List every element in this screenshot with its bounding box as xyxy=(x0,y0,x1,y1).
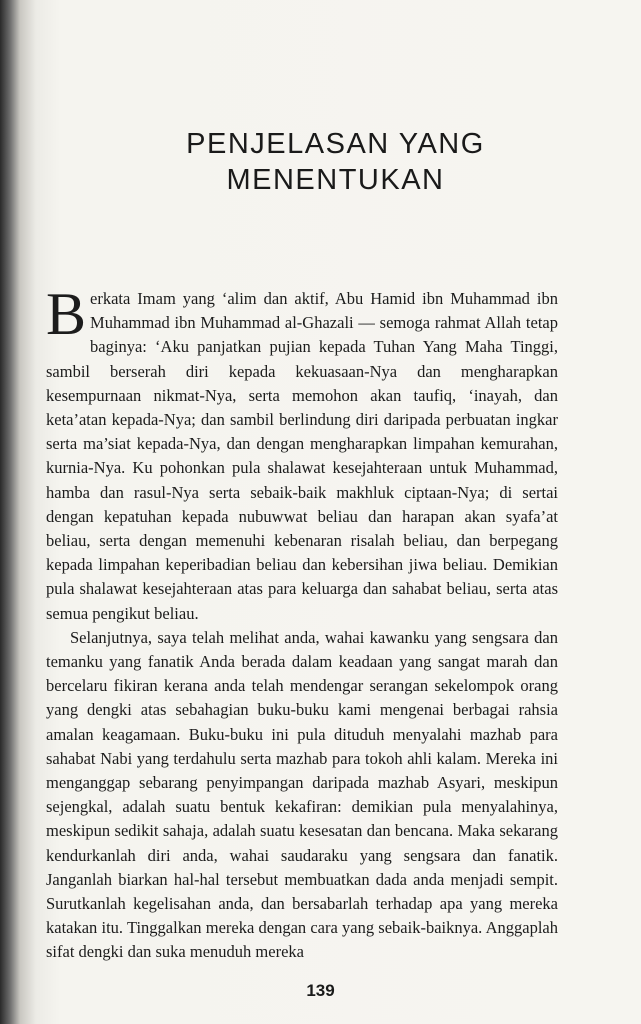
chapter-title xyxy=(60,126,611,198)
body-text xyxy=(46,281,558,965)
page-number: 139 xyxy=(306,981,335,1000)
chapter-title-line-1: PENJELASAN YANG xyxy=(186,128,485,160)
paragraph-1-text: erkata Imam yang ‘alim dan aktif, Abu Hamid ibn Muhammad ibn Muhammad ibn Muhammad al-Ghazali — semoga rahmat Allah tetap baginya: ‘Aku panjatkan pujian kepada Tuhan Yang Maha Tinggi, sambil berserah diri kepada kekuasaan-Nya dan mengharapkan kesempurnaan nikmat-Nya, serta memohon akan taufiq, ‘inayah, dan keta’atan kepada-Nya; dan sambil berlindung diri daripada perbuatan ingkar serta ma’siat kepada-Nya, dan dengan mengharapkan limpahan kemurahan, kurnia-Nya. Ku pohonkan pula shalawat kesejahteraan untuk Muhammad, hamba dan rasul-Nya serta sebaik-baik makhluk ciptaan-Nya; di sertai dengan kepatuhan kepada nubuwwat beliau dan harapan akan syafa’at beliau, serta dengan memenuhi kebenaran risalah beliau, dan berpegang kepada limpahan keperibadian beliau dan kebersihan jiwa beliau. Demikian pula shalawat kesejahteraan atas para keluarga dan sahabat beliau, serta atas semua pengikut beliau. xyxy=(46,289,558,623)
drop-cap: B xyxy=(46,281,87,347)
show-through-text xyxy=(360,50,620,110)
paragraph-2: Selanjutnya, saya telah melihat anda, wahai kawanku yang sengsara dan temanku yang fanatik Anda berada dalam keadaan yang sangat marah dan bercelaru fikiran kerana anda telah mendengar serangan sekelompok orang yang dengki atas sebahagian buku-buku kami mengenai berbagai rahsia amalan keagamaan. Buku-buku ini pula dituduh menyalahi mazhab para sahabat Nabi yang terdahulu serta mazhab para tokoh ahli kalam. Mereka ini menganggap sebarang penyimpangan daripada mazhab Asyari, meskipun sejengkal, adalah suatu bentuk kekafiran: demikian pula menyalahinya, meskipun sedikit sahaja, adalah suatu kesesatan dan bencana. Maka sekarang kendurkanlah diri anda, wahai saudaraku yang sengsara dan fanatik. Janganlah biarkan hal-hal tersebut membuatkan dada anda menjadi sempit. Surutkanlah kegelisahan anda, dan bersabarlah terhadap apa yang mereka katakan itu. Tinggalkan mereka dengan cara yang sebaik-baiknya. Anggaplah sifat dengki dan suka menuduh mereka xyxy=(46,627,558,962)
chapter-title-line-2: MENENTUKAN xyxy=(226,164,445,196)
paragraph-1 xyxy=(46,281,558,626)
